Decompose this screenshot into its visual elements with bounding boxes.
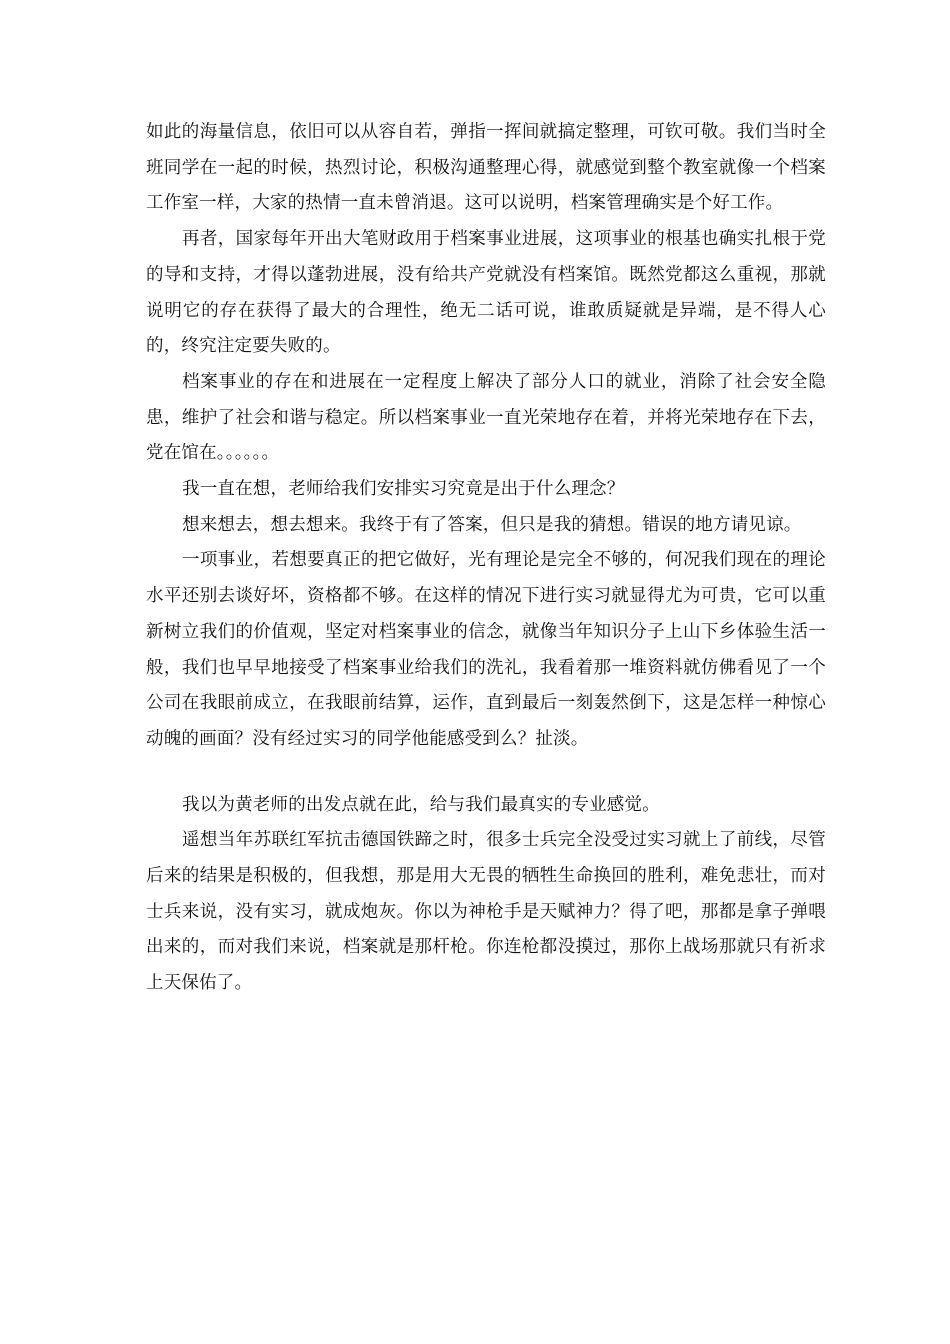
document-body: [146, 115, 826, 1002]
paragraph-spacer: [146, 758, 826, 788]
paragraph-employment: 档案事业的存在和进展在一定程度上解决了部分人口的就业，消除了社会安全隐患，维护了社会和谐与稳定。所以档案事业一直光荣地存在着，并将光荣地存在下去，党在馆在。。。。。。: [146, 371, 826, 464]
paragraph-practice: 一项事业，若想要真正的把它做好，光有理论是完全不够的，何况我们现在的理论水平还别去谈好坏，资格都不够。在这样的情况下进行实习就显得尤为可贵，它可以重新树立我们的价值观，坚定对档案事业的信念，就像当年知识分子上山下乡体验生活一般，我们也早早地接受了档案事业给我们的洗礼，我看着那一堆资料就仿佛看见了一个公司在我眼前成立，在我眼前结算，运作，直到最后一刻轰然倒下，这是怎样一种惊心动魄的画面？没有经过实习的同学他能感受到么？扯淡。: [146, 550, 826, 749]
paragraph-soldiers: 遥想当年苏联红军抗击德国铁蹄之时，很多士兵完全没受过实习就上了前线，尽管后来的结果是积极的，但我想，那是用大无畏的牺牲生命换回的胜利，难免悲壮，而对士兵来说，没有实习，就成炮灰。你以为神枪手是天赋神力？得了吧，那都是拿子弹喂出来的，而对我们来说，档案就是那杆枪。你连枪都没摸过，那你上战场那就只有祈求上天保佑了。: [146, 830, 826, 994]
paragraph-continuation: 如此的海量信息，依旧可以从容自若，弹指一挥间就搞定整理，可钦可敬。我们当时全班同学在一起的时候，热烈讨论，积极沟通整理心得，就感觉到整个教室就像一个档案工作室一样，大家的热情一直未曾消退。这可以说明，档案管理确实是个好工作。: [146, 122, 826, 214]
paragraph-finance: 再者，国家每年开出大笔财政用于档案事业进展，这项事业的根基也确实扎根于党的导和支持，才得以蓬勃进展，没有给共产党就没有档案馆。既然党都这么重视，那就说明它的存在获得了最大的合理性，绝无二话可说，谁敢质疑就是异端，是不得人心的，终究注定要失败的。: [146, 229, 826, 357]
paragraph-answer: 想来想去，想去想来。我终于有了答案，但只是我的猜想。错误的地方请见谅。: [182, 514, 802, 535]
paragraph-teacher: 我以为黄老师的出发点就在此，给与我们最真实的专业感觉。: [182, 794, 660, 815]
paragraph-question: 我一直在想，老师给我们安排实习究竟是出于什么理念？: [182, 479, 625, 500]
